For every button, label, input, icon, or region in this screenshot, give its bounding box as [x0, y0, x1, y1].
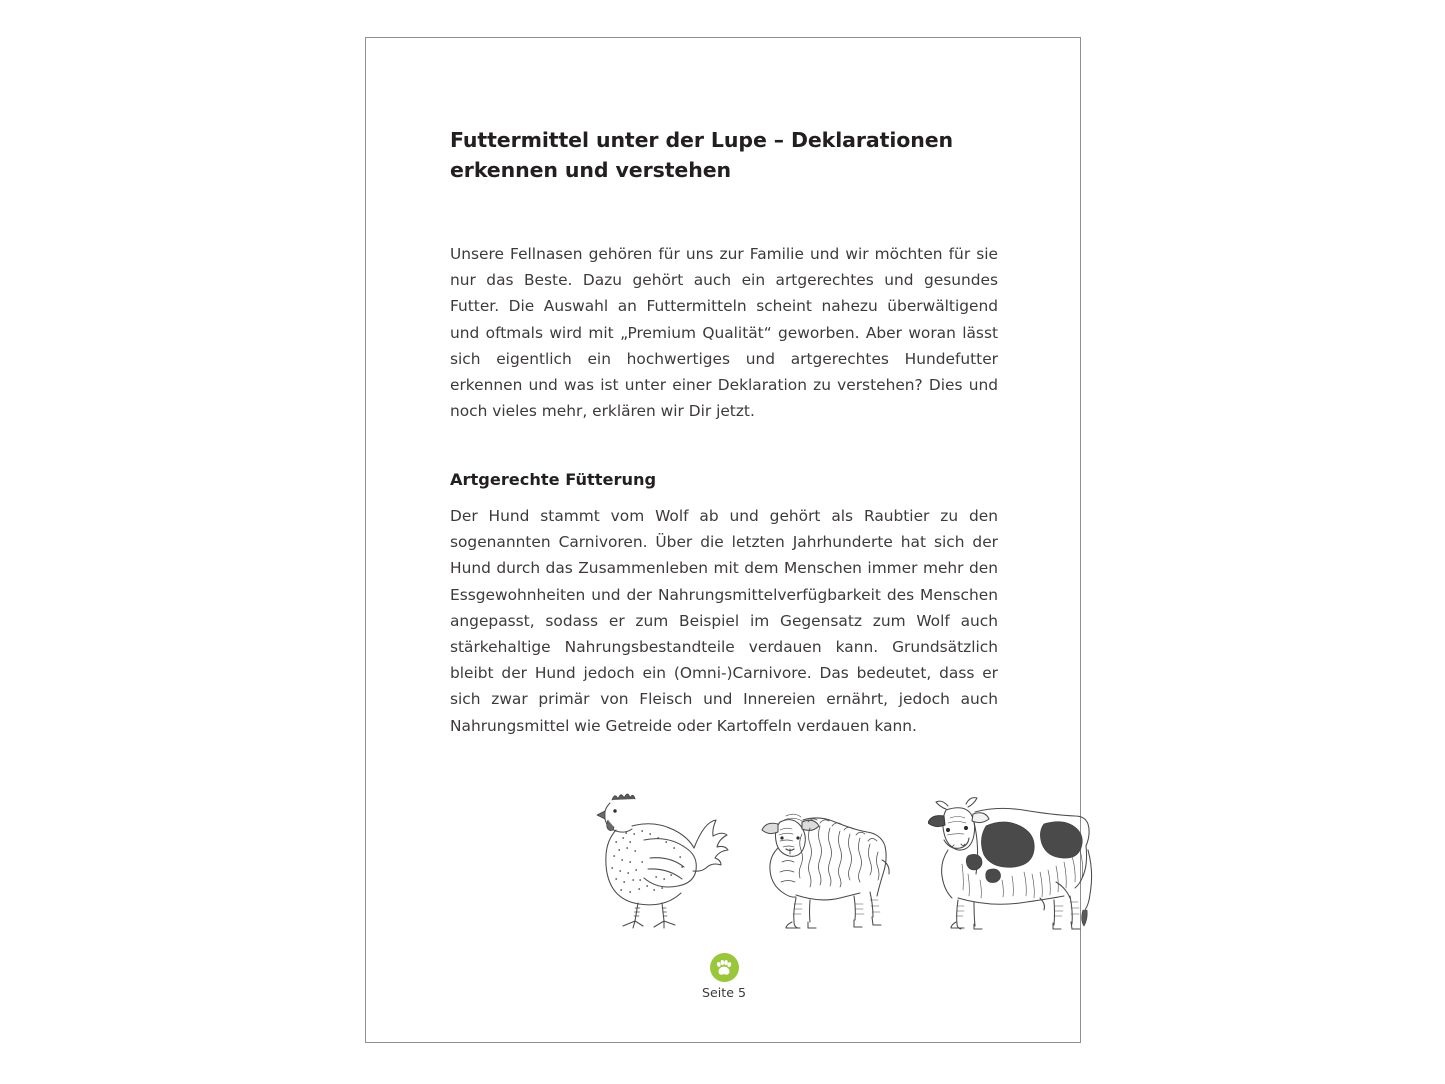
cow-illustration [928, 782, 1100, 934]
page-title: Futtermittel unter der Lupe – Deklarationen erkennen und verstehen [450, 128, 954, 182]
paw-icon [710, 953, 739, 982]
page-number-label: Seite 5 [702, 985, 746, 1000]
section-heading-artgerechte-fuetterung: Artgerechte Fütterung [450, 470, 657, 489]
animal-illustration-row [550, 790, 1060, 950]
section-paragraph: Der Hund stammt vom Wolf ab und gehört als Raubtier zu den sogenannten Carnivoren. Über die letzten Jahrhunderte hat sich der Hund durch das Zusammenleben mit dem Menschen immer mehr den Essgewohnheiten und der Nahrungsmittelverfügbarkeit des Menschen angepasst, sodass er zum Beispiel im Gegensatz zum Wolf auch stärkehaltige Nahrungsbestandteile verdauen kann. Grundsätzlich bleibt der Hund jedoch ein (Omni-)Carnivore. Das bedeutet, dass er sich zwar primär von Fleisch und Innereien ernährt, jedoch auch Nahrungsmittel wie Getreide oder Kartoffeln verdauen kann. [450, 507, 998, 735]
sheep-illustration [758, 786, 904, 934]
page-footer [450, 953, 998, 1001]
document-page-sheet [365, 37, 1081, 1043]
page-content-area [450, 38, 998, 1042]
chicken-illustration [590, 776, 730, 934]
intro-paragraph: Unsere Fellnasen gehören für uns zur Familie und wir möchten für sie nur das Beste. Dazu gehört auch ein artgerechtes und gesundes Futter. Die Auswahl an Futtermitteln scheint nahezu überwältigend und oftmals wird mit „Premium Qualität“ geworben. Aber woran lässt sich eigentlich ein hochwertiges und artgerechtes Hundefutter erkennen und was ist unter einer Deklaration zu verstehen? Dies und noch vieles mehr, erklären wir Dir jetzt. [450, 245, 998, 421]
